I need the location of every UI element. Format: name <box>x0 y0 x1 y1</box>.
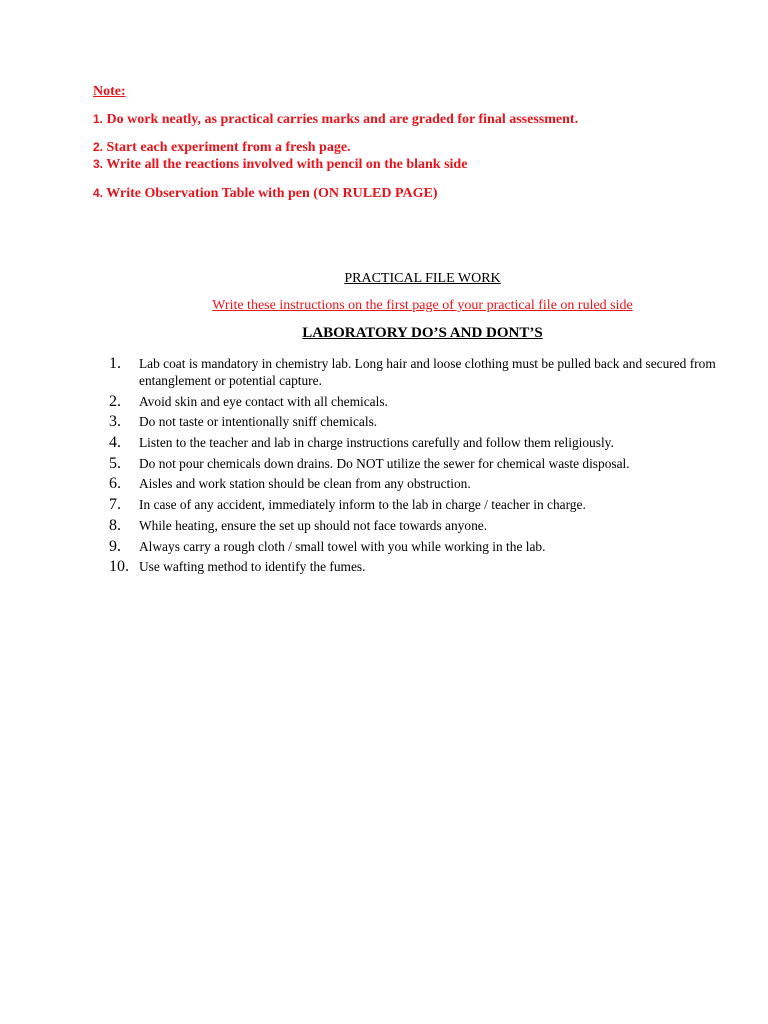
rule-number: 7. <box>109 496 121 514</box>
list-item <box>100 496 740 513</box>
rule-number: 9. <box>109 537 121 555</box>
note-item-number: 2. <box>93 140 104 154</box>
rule-text: Use wafting method to identify the fumes. <box>139 559 366 575</box>
list-item <box>100 355 740 389</box>
lab-rules-title: LABORATORY DO’S AND DONT’S <box>302 325 543 341</box>
rule-number: 8. <box>109 516 121 534</box>
rule-text: Always carry a rough cloth / small towel with you while working in the lab. <box>139 538 546 554</box>
rule-number: 4. <box>109 434 121 452</box>
note-heading: Note: <box>93 84 126 99</box>
list-item <box>100 455 740 472</box>
rule-number: 3. <box>109 413 121 431</box>
list-item <box>100 434 740 451</box>
list-item <box>100 517 740 534</box>
note-item-number: 1. <box>93 112 104 126</box>
practical-file-title: PRACTICAL FILE WORK <box>344 271 501 286</box>
rule-number: 6. <box>109 475 121 493</box>
rule-text: While heating, ensure the set up should not face towards anyone. <box>139 517 488 533</box>
note-item-number: 3. <box>93 157 104 171</box>
rule-number: 5. <box>109 454 121 472</box>
list-item <box>100 393 740 410</box>
list-item <box>100 413 740 430</box>
list-item <box>100 558 740 575</box>
note-item-text: Write Observation Table with pen (ON RULED PAGE) <box>106 186 438 201</box>
rule-text: Aisles and work station should be clean from any obstruction. <box>139 476 471 492</box>
practical-file-instruction: Write these instructions on the first page of your practical file on ruled side <box>212 298 633 313</box>
rule-number: 2. <box>109 392 121 410</box>
rule-text: Lab coat is mandatory in chemistry lab. Long hair and loose clothing must be pulled back and secured from entanglement or potential capture. <box>139 356 716 388</box>
list-item <box>100 475 740 492</box>
note-item <box>93 157 467 173</box>
rule-text: Listen to the teacher and lab in charge instructions carefully and follow them religiously. <box>139 435 614 451</box>
note-item-number: 4. <box>93 186 104 200</box>
note-item <box>93 112 578 128</box>
note-item <box>93 140 351 156</box>
note-item <box>93 186 438 202</box>
rule-number: 10. <box>109 558 129 576</box>
rule-number: 1. <box>109 355 121 372</box>
list-item <box>100 538 740 555</box>
rule-text: Do not pour chemicals down drains. Do NOT utilize the sewer for chemical waste disposal. <box>139 455 630 471</box>
rule-text: Avoid skin and eye contact with all chemicals. <box>139 393 388 409</box>
rule-text: In case of any accident, immediately inform to the lab in charge / teacher in charge. <box>139 497 586 513</box>
note-item-text: Do work neatly, as practical carries marks and are graded for final assessment. <box>106 112 579 127</box>
note-item-text: Start each experiment from a fresh page. <box>106 140 351 155</box>
note-item-text: Write all the reactions involved with pencil on the blank side <box>106 157 468 172</box>
lab-rules-list <box>100 355 740 579</box>
rule-text: Do not taste or intentionally sniff chemicals. <box>139 414 378 430</box>
